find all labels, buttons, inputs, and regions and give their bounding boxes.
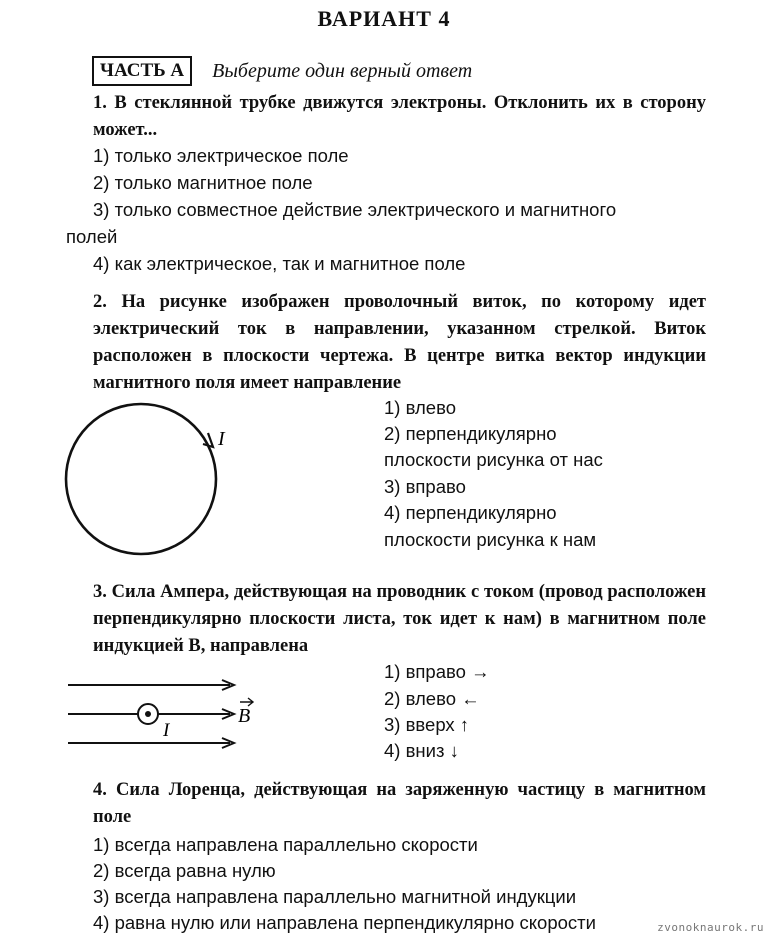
q3-option-2: 2) влево ← [384,688,480,709]
conductor-dot [145,711,151,717]
q3-option-3: 3) вверх ↑ [384,714,470,735]
page-title: ВАРИАНТ 4 [317,6,451,31]
site-watermark: zvonoknaurok.ru [657,921,764,934]
q3-option-4: 4) вниз ↓ [384,740,459,761]
question-1-text [66,90,706,144]
part-instruction: Выберите один верный ответ [212,60,473,82]
q3-option-1: 1) вправо → [384,661,490,682]
question-number: 2. [93,292,107,312]
q4-option-2: 2) всегда равна нулю [93,860,276,881]
q1-option-3: 3) только совместное действие электрического и магнитного [93,199,617,220]
question-3-text [66,579,706,660]
question-body: Сила Лоренца, действующая на заряженную частицу в магнитном поле [93,780,706,827]
question-body: В стеклянной трубке движутся электроны. Отклонить их в сторону может... [93,93,707,140]
magnetic-field-figure [60,670,280,750]
q1-option-4: 4) как электрическое, так и магнитное поле [93,253,466,274]
q1-option-3-cont: полей [66,226,118,247]
question-number: 1. [93,93,107,113]
part-label: ЧАСТЬ А [92,56,192,86]
question-body: На рисунке изображен проволочный виток, по которому идет электрический ток в направлении, указанном стрелкой. Виток расположен в плоскости чертежа. В центре витка вектор индукции магнитного поля имеет направление [93,292,707,393]
field-vector-label: B [238,705,251,727]
question-number: 3. [93,582,107,602]
q2-option-3: 3) вправо [384,476,466,497]
q2-option-4-cont: плоскости рисунка к нам [384,529,597,550]
question-body: Сила Ампера, действующая на проводник с током (провод расположен перпендикулярно плоскости листа, ток идет к нам) в магнитном поле индукцией B, направлена [93,582,707,656]
conductor-current-label: I [163,720,170,741]
q2-option-2: 2) перпендикулярно [384,423,557,444]
q1-option-2: 2) только магнитное поле [93,172,313,193]
q4-option-1: 1) всегда направлена параллельно скорости [93,834,478,855]
current-loop-figure [60,395,240,575]
wire-loop [66,404,216,554]
question-number: 4. [93,780,107,800]
part-header [92,56,472,86]
q1-option-1: 1) только электрическое поле [93,145,349,166]
q2-option-4: 4) перпендикулярно [384,502,557,523]
q4-option-4: 4) равна нулю или направлена перпендикулярно скорости [93,912,596,933]
q2-option-2-cont: плоскости рисунка от нас [384,449,603,470]
question-4-text [66,777,706,831]
q2-option-1: 1) влево [384,397,456,418]
current-label: I [218,428,225,450]
question-2-text [66,289,706,397]
q4-option-3: 3) всегда направлена параллельно магнитной индукции [93,886,577,907]
